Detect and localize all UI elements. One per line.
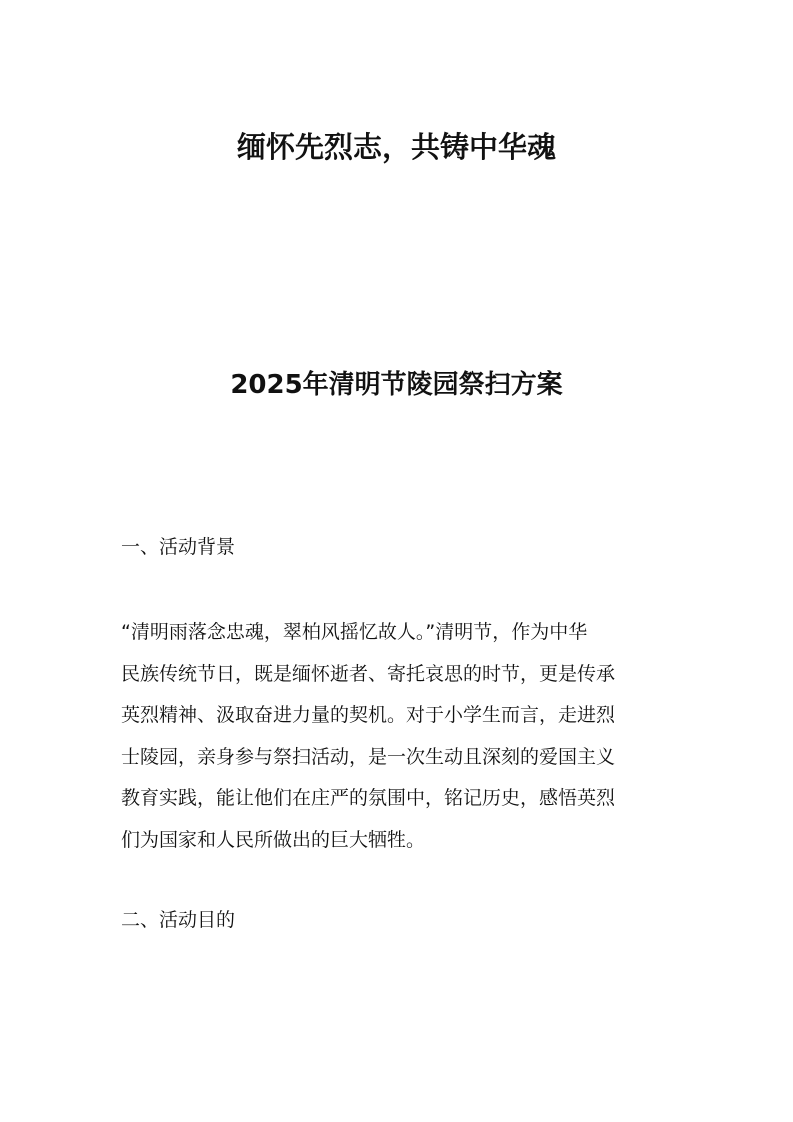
section-heading-background: 一、活动背景 xyxy=(121,536,236,558)
document-title: 缅怀先烈志，共铸中华魂 xyxy=(236,130,556,164)
paragraph-line: 士陵园，亲身参与祭扫活动，是一次生动且深刻的爱国主义 xyxy=(121,745,616,768)
paragraph-line: 英烈精神、汲取奋进力量的契机。对于小学生而言，走进烈 xyxy=(121,704,616,726)
paragraph-line: 们为国家和人民所做出的巨大牺牲。 xyxy=(121,828,426,851)
document-subtitle: 2025年清明节陵园祭扫方案 xyxy=(230,370,563,400)
paragraph-line: “清明雨落念忠魂，翠柏风摇忆故人。”清明节，作为中华 xyxy=(121,621,588,643)
paragraph-line: 民族传统节日，既是缅怀逝者、寄托哀思的时节，更是传承 xyxy=(121,662,616,685)
paragraph-line: 教育实践，能让他们在庄严的氛围中，铭记历史，感悟英烈 xyxy=(121,787,616,809)
background-paragraph xyxy=(121,612,681,861)
section-heading-purpose: 二、活动目的 xyxy=(121,909,236,931)
